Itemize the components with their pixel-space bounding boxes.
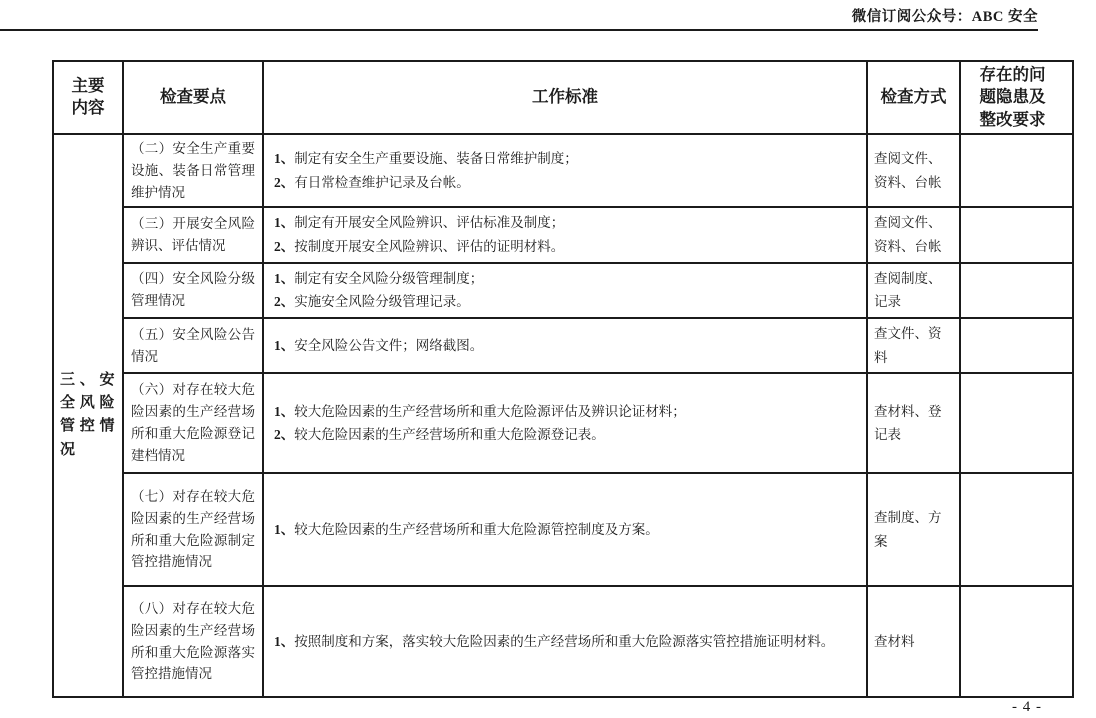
key-point-cell: （三）开展安全风险辨识、评估情况	[123, 207, 263, 262]
problem-cell	[960, 134, 1073, 208]
work-standard-line: 2、较大危险因素的生产经营场所和重大危险源登记表。	[274, 427, 605, 443]
col-header-problems	[960, 61, 1073, 134]
standard-item-number: 1、	[274, 633, 295, 649]
table-row	[53, 473, 1073, 586]
table-row	[53, 207, 1073, 262]
check-method-cell: 查阅文件、资料、台帐	[867, 134, 960, 208]
work-standard-cell	[263, 473, 867, 586]
inspection-table	[52, 60, 1074, 698]
standard-item-number: 1、	[274, 521, 295, 537]
key-point-cell: （六）对存在较大危险因素的生产经营场所和重大危险源登记建档情况	[123, 373, 263, 473]
standard-item-number: 1、	[274, 150, 295, 166]
table-row	[53, 373, 1073, 473]
check-method-cell: 查阅文件、资料、台帐	[867, 207, 960, 262]
wechat-subscription-label: 微信订阅公众号：ABC 安全	[851, 9, 1038, 25]
key-point-cell: （五）安全风险公告情况	[123, 318, 263, 373]
key-point-cell: （二）安全生产重要设施、装备日常管理维护情况	[123, 134, 263, 208]
table-row	[53, 263, 1073, 318]
problem-cell	[960, 473, 1073, 586]
work-standard-cell	[263, 207, 867, 262]
work-standard-line: 1、制定有安全风险分级管理制度；	[274, 270, 484, 286]
work-standard-cell	[263, 586, 867, 697]
work-standard-line: 1、安全风险公告文件；网络截图。	[274, 337, 484, 353]
page-header	[0, 5, 1038, 31]
table-header-row	[53, 61, 1073, 134]
check-method-cell: 查材料	[867, 586, 960, 697]
work-standard-cell	[263, 318, 867, 373]
work-standard-cell	[263, 134, 867, 208]
work-standard-cell	[263, 263, 867, 318]
table-row	[53, 318, 1073, 373]
col-header-check-method: 检查方式	[867, 61, 960, 134]
key-point-cell: （四）安全风险分级管理情况	[123, 263, 263, 318]
table-row	[53, 134, 1073, 208]
col-header-main-content-label: 主要内容	[71, 76, 105, 118]
work-standard-line: 1、较大危险因素的生产经营场所和重大危险源管控制度及方案。	[274, 521, 659, 537]
problem-cell	[960, 373, 1073, 473]
standard-item-number: 1、	[274, 215, 295, 231]
work-standard-line: 1、制定有安全生产重要设施、装备日常维护制度；	[274, 150, 578, 166]
page-number: - 4 -	[1012, 699, 1042, 715]
work-standard-cell	[263, 373, 867, 473]
standard-item-number: 2、	[274, 239, 295, 254]
col-header-work-standard: 工作标准	[263, 61, 867, 134]
problem-cell	[960, 318, 1073, 373]
problem-cell	[960, 263, 1073, 318]
work-standard-line: 1、制定有开展安全风险辨识、评估标准及制度；	[274, 215, 565, 231]
col-header-key-points: 检查要点	[123, 61, 263, 134]
category-cell: 三、安全风险管控情况	[53, 134, 123, 697]
problem-cell	[960, 207, 1073, 262]
problem-cell	[960, 586, 1073, 697]
table-row	[53, 586, 1073, 697]
work-standard-line: 1、较大危险因素的生产经营场所和重大危险源评估及辨识论证材料；	[274, 403, 686, 419]
col-header-problems-label: 存在的问题隐患及整改要求	[979, 65, 1046, 129]
key-point-cell: （七）对存在较大危险因素的生产经营场所和重大危险源制定管控措施情况	[123, 473, 263, 586]
standard-item-number: 2、	[274, 294, 295, 310]
standard-item-number: 1、	[274, 403, 295, 419]
check-method-cell: 查文件、资料	[867, 318, 960, 373]
standard-item-number: 2、	[274, 427, 295, 443]
standard-item-number: 1、	[274, 337, 295, 353]
work-standard-line: 1、按照制度和方案，落实较大危险因素的生产经营场所和重大危险源落实管控措施证明材料。	[274, 633, 835, 649]
work-standard-line: 2、有日常检查维护记录及台帐。	[274, 174, 470, 190]
col-header-main-content	[53, 61, 123, 134]
table-body	[53, 134, 1073, 697]
work-standard-line: 2、按制度开展安全风险辨识、评估的证明材料。	[274, 239, 565, 254]
work-standard-line: 2、实施安全风险分级管理记录。	[274, 294, 470, 310]
standard-item-number: 1、	[274, 270, 295, 286]
check-method-cell: 查阅制度、记录	[867, 263, 960, 318]
check-method-cell: 查制度、方案	[867, 473, 960, 586]
standard-item-number: 2、	[274, 174, 295, 190]
key-point-cell: （八）对存在较大危险因素的生产经营场所和重大危险源落实管控措施情况	[123, 586, 263, 697]
check-method-cell: 查材料、登记表	[867, 373, 960, 473]
